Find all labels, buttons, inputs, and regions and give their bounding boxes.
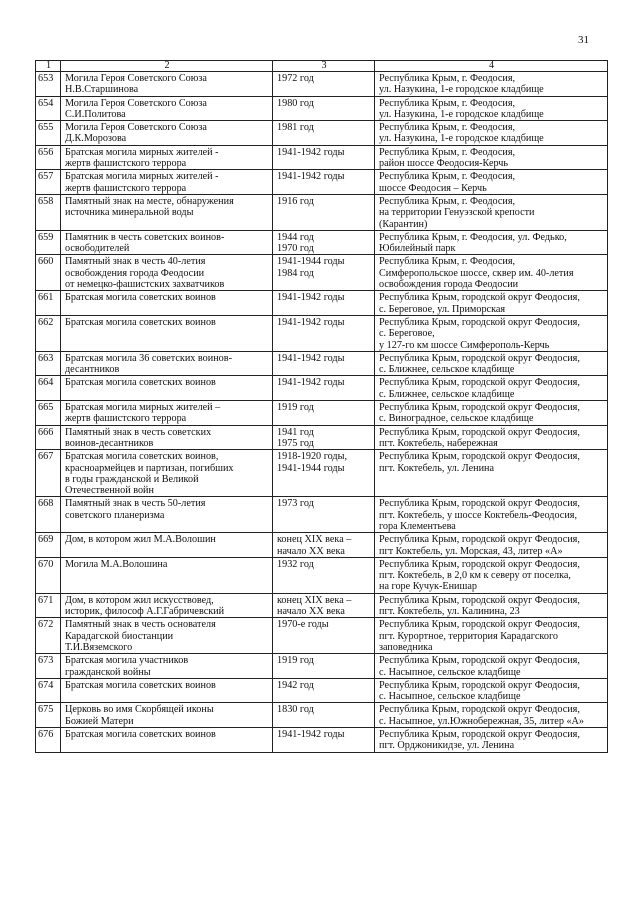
object-name-cell: Памятный знак в честь советских воинов-десантников (61, 425, 273, 450)
object-date-cell: 1941-1942 годы (273, 170, 375, 195)
object-location-cell: Республика Крым, городской округ Феодосия, с. Виноградное, сельское кладбище (375, 401, 608, 426)
object-name-cell: Братская могила советских воинов (61, 291, 273, 316)
row-number-cell: 665 (36, 401, 61, 426)
object-name-cell: Братская могила мирных жителей – жертв фашистского террора (61, 401, 273, 426)
object-name-cell: Могила Героя Советского Союза Н.В.Старшинова (61, 72, 273, 97)
object-location-cell: Республика Крым, городской округ Феодосия, пгт. Коктебель, набережная (375, 425, 608, 450)
object-name-cell: Памятник в честь советских воинов- освободителей (61, 230, 273, 255)
table-body (36, 72, 608, 753)
header-col-2: 2 (61, 61, 273, 72)
object-date-cell: 1830 год (273, 703, 375, 728)
row-number-cell: 668 (36, 497, 61, 533)
object-location-cell: Республика Крым, городской округ Феодосия, пгт. Коктебель, ул. Калинина, 23 (375, 593, 608, 618)
row-number-cell: 672 (36, 618, 61, 654)
row-number-cell: 666 (36, 425, 61, 450)
header-col-4: 4 (375, 61, 608, 72)
row-number-cell: 653 (36, 72, 61, 97)
table-row (36, 593, 608, 618)
object-name-cell: Могила Героя Советского Союза С.И.Политова (61, 96, 273, 121)
object-location-cell: Республика Крым, городской округ Феодосия, пгт Коктебель, ул. Морская, 43, литер «А» (375, 533, 608, 558)
object-location-cell: Республика Крым, городской округ Феодосия, с. Насыпное, ул.Южнобережная, 35, литер «А» (375, 703, 608, 728)
table-row (36, 194, 608, 230)
table-row (36, 703, 608, 728)
object-location-cell: Республика Крым, городской округ Феодосия, с. Насыпное, сельское кладбище (375, 678, 608, 703)
row-number-cell: 671 (36, 593, 61, 618)
object-location-cell: Республика Крым, городской округ Феодосия, пгт. Курортное, территория Карадагского заповедника (375, 618, 608, 654)
object-date-cell: 1981 год (273, 121, 375, 146)
object-date-cell: 1941-1942 годы (273, 315, 375, 351)
row-number-cell: 654 (36, 96, 61, 121)
object-name-cell: Братская могила советских воинов (61, 315, 273, 351)
table-row (36, 121, 608, 146)
table-row (36, 145, 608, 170)
table-row (36, 618, 608, 654)
row-number-cell: 670 (36, 557, 61, 593)
object-location-cell: Республика Крым, городской округ Феодосия, пгт. Орджоникидзе, ул. Ленина (375, 728, 608, 753)
table-row (36, 291, 608, 316)
object-name-cell: Братская могила участников гражданской войны (61, 654, 273, 679)
table-row (36, 351, 608, 376)
object-date-cell: 1941-1942 годы (273, 728, 375, 753)
row-number-cell: 659 (36, 230, 61, 255)
table-row (36, 678, 608, 703)
header-row (36, 61, 608, 72)
table-row (36, 425, 608, 450)
row-number-cell: 657 (36, 170, 61, 195)
object-location-cell: Республика Крым, г. Феодосия, Симферопольское шоссе, сквер им. 40-летия освобождения города Феодосии (375, 255, 608, 291)
object-name-cell: Братская могила советских воинов (61, 376, 273, 401)
object-name-cell: Церковь во имя Скорбящей иконы Божией Матери (61, 703, 273, 728)
row-number-cell: 661 (36, 291, 61, 316)
object-date-cell: 1941-1942 годы (273, 376, 375, 401)
object-name-cell: Братская могила мирных жителей - жертв фашистского террора (61, 170, 273, 195)
object-date-cell: 1941-1942 годы (273, 291, 375, 316)
page-number: 31 (578, 34, 589, 46)
row-number-cell: 667 (36, 450, 61, 497)
row-number-cell: 662 (36, 315, 61, 351)
object-location-cell: Республика Крым, городской округ Феодосия, пгт. Коктебель, в 2,0 км к северу от поселка, на горе Кучук-Енишар (375, 557, 608, 593)
object-location-cell: Республика Крым, г. Феодосия, на территории Генуэзской крепости (Карантин) (375, 194, 608, 230)
object-location-cell: Республика Крым, городской округ Феодосия, с. Береговое, ул. Приморская (375, 291, 608, 316)
object-date-cell: 1973 год (273, 497, 375, 533)
table-row (36, 654, 608, 679)
object-location-cell: Республика Крым, городской округ Феодосия, с. Береговое, у 127-го км шоссе Симферополь-Керчь (375, 315, 608, 351)
object-name-cell: Братская могила советских воинов (61, 678, 273, 703)
object-location-cell: Республика Крым, городской округ Феодосия, пгт. Коктебель, ул. Ленина (375, 450, 608, 497)
row-number-cell: 673 (36, 654, 61, 679)
object-name-cell: Могила М.А.Волошина (61, 557, 273, 593)
table-row (36, 170, 608, 195)
object-name-cell: Братская могила 36 советских воинов- десантников (61, 351, 273, 376)
table-row (36, 401, 608, 426)
header-col-1: 1 (36, 61, 61, 72)
object-date-cell: 1941-1942 годы (273, 145, 375, 170)
table-row (36, 376, 608, 401)
object-date-cell: 1942 год (273, 678, 375, 703)
object-location-cell: Республика Крым, городской округ Феодосия, с. Ближнее, сельское кладбище (375, 351, 608, 376)
table-row (36, 255, 608, 291)
row-number-cell: 658 (36, 194, 61, 230)
table-row (36, 728, 608, 753)
table-row (36, 450, 608, 497)
object-name-cell: Памятный знак в честь основателя Карадагской биостанции Т.И.Вяземского (61, 618, 273, 654)
row-number-cell: 675 (36, 703, 61, 728)
object-name-cell: Памятный знак в честь 40-летия освобождения города Феодосии от немецко-фашистских захватчиков (61, 255, 273, 291)
object-location-cell: Республика Крым, городской округ Феодосия, с. Насыпное, сельское кладбище (375, 654, 608, 679)
header-col-3: 3 (273, 61, 375, 72)
object-location-cell: Республика Крым, г. Феодосия, ул. Назукина, 1-е городское кладбище (375, 121, 608, 146)
object-date-cell: конец XIX века – начало XX века (273, 593, 375, 618)
row-number-cell: 660 (36, 255, 61, 291)
object-date-cell: 1932 год (273, 557, 375, 593)
object-name-cell: Братская могила советских воинов, красноармейцев и партизан, погибших в годы гражданской и Великой Отечественной войн (61, 450, 273, 497)
object-date-cell: 1972 год (273, 72, 375, 97)
object-date-cell: конец XIX века – начало XX века (273, 533, 375, 558)
table-header (36, 61, 608, 72)
row-number-cell: 674 (36, 678, 61, 703)
row-number-cell: 655 (36, 121, 61, 146)
object-date-cell: 1919 год (273, 401, 375, 426)
object-date-cell: 1918-1920 годы, 1941-1944 годы (273, 450, 375, 497)
object-date-cell: 1941 год 1975 год (273, 425, 375, 450)
row-number-cell: 664 (36, 376, 61, 401)
object-name-cell: Братская могила советских воинов (61, 728, 273, 753)
object-location-cell: Республика Крым, г. Феодосия, район шоссе Феодосия-Керчь (375, 145, 608, 170)
object-name-cell: Памятный знак в честь 50-летия советского планеризма (61, 497, 273, 533)
monuments-table (35, 60, 608, 753)
row-number-cell: 676 (36, 728, 61, 753)
row-number-cell: 656 (36, 145, 61, 170)
table-row (36, 72, 608, 97)
object-date-cell: 1941-1944 годы 1984 год (273, 255, 375, 291)
table-row (36, 557, 608, 593)
object-location-cell: Республика Крым, городской округ Феодосия, пгт. Коктебель, у шоссе Коктебель-Феодосия, гора Клементьева (375, 497, 608, 533)
table-row (36, 96, 608, 121)
object-location-cell: Республика Крым, городской округ Феодосия, с. Ближнее, сельское кладбище (375, 376, 608, 401)
object-location-cell: Республика Крым, г. Феодосия, ул. Федько, Юбилейный парк (375, 230, 608, 255)
object-date-cell: 1941-1942 годы (273, 351, 375, 376)
object-name-cell: Братская могила мирных жителей - жертв фашистского террора (61, 145, 273, 170)
table-row (36, 497, 608, 533)
row-number-cell: 663 (36, 351, 61, 376)
object-date-cell: 1980 год (273, 96, 375, 121)
object-name-cell: Могила Героя Советского Союза Д.К.Морозова (61, 121, 273, 146)
table-row (36, 230, 608, 255)
table-row (36, 315, 608, 351)
object-name-cell: Памятный знак на месте, обнаружения источника минеральной воды (61, 194, 273, 230)
object-location-cell: Республика Крым, г. Феодосия, ул. Назукина, 1-е городское кладбище (375, 72, 608, 97)
object-date-cell: 1944 год 1970 год (273, 230, 375, 255)
row-number-cell: 669 (36, 533, 61, 558)
object-date-cell: 1970-е годы (273, 618, 375, 654)
object-location-cell: Республика Крым, г. Феодосия, шоссе Феодосия – Керчь (375, 170, 608, 195)
object-name-cell: Дом, в котором жил М.А.Волошин (61, 533, 273, 558)
object-location-cell: Республика Крым, г. Феодосия, ул. Назукина, 1-е городское кладбище (375, 96, 608, 121)
object-date-cell: 1919 год (273, 654, 375, 679)
object-date-cell: 1916 год (273, 194, 375, 230)
table-row (36, 533, 608, 558)
object-name-cell: Дом, в котором жил искусствовед, историк, философ А.Г.Габричевский (61, 593, 273, 618)
